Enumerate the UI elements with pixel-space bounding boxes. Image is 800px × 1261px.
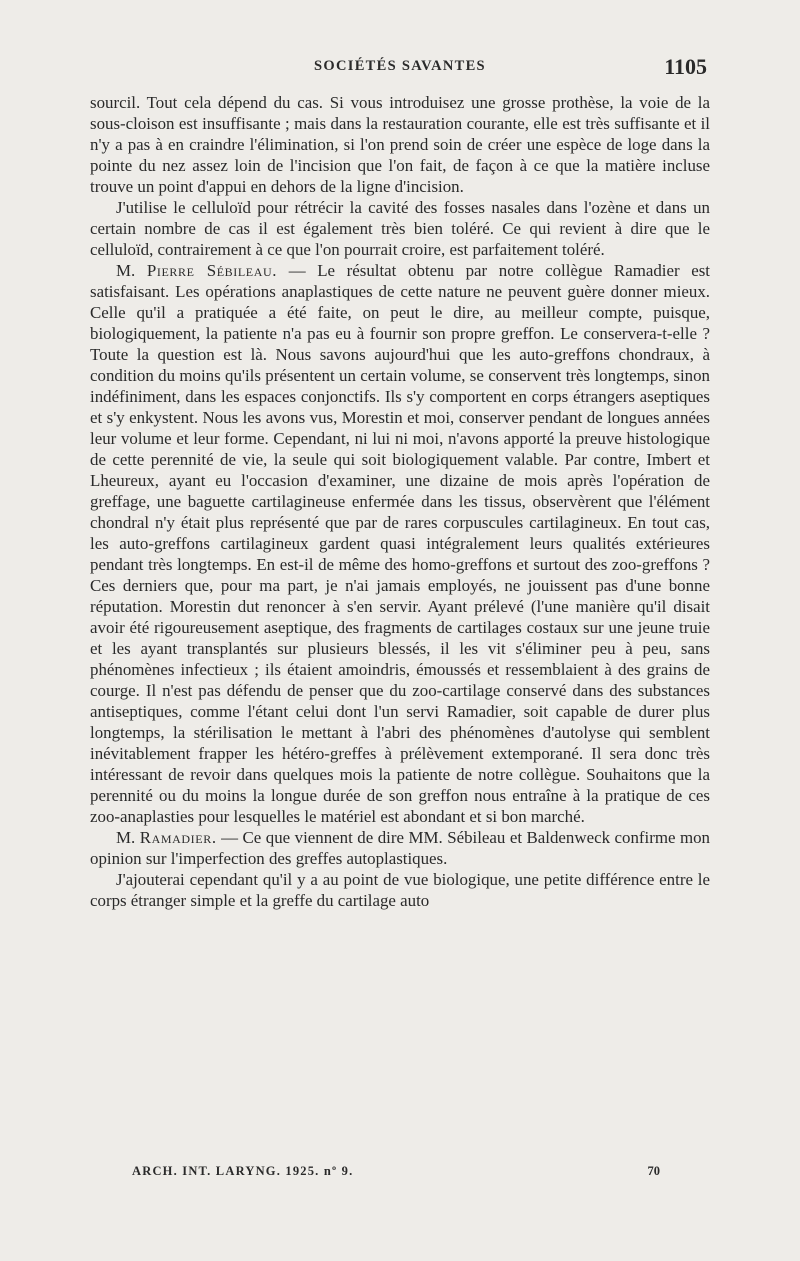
running-head (0, 54, 800, 84)
body-text (90, 92, 710, 911)
page-footer (0, 1160, 800, 1184)
speaker-name: Ramadier. (139, 828, 217, 847)
signature-mark: 70 (647, 1164, 660, 1178)
paragraph-2: J'utilise le celluloïd pour rétrécir la cavité des fosses nasales dans l'ozène et dans un certain nombre de cas il est également très bien toléré. Ce qui revient à dire que le celluloïd, contrairement à ce que l'on pourrait croire, est parfaitement toléré. (90, 198, 710, 259)
speaker-prefix: M. (116, 828, 136, 847)
paragraph-4-text: — Ce que viennent de dire MM. Sébileau et Baldenweck confirme mon opinion sur l'imperfection des greffes autoplastiques. (90, 828, 710, 868)
speaker-name: Pierre Sébileau. (146, 261, 278, 280)
paragraph-5: J'ajouterai cependant qu'il y a au point de vue biologique, une petite différence entre le corps étranger simple et la greffe du cartilage auto (90, 870, 710, 910)
journal-reference: ARCH. INT. LARYNG. 1925. nº 9. (132, 1164, 354, 1178)
paragraph-1: sourcil. Tout cela dépend du cas. Si vous introduisez une grosse prothèse, la voie de la sous-cloison est insuffisante ; mais dans la restauration courante, elle est très suffisante et il n'y a pas à en craindre l'élimination, si l'on prend soin de créer une espèce de loge dans la pointe du nez assez loin de l'incision que l'on fait, de façon à ce que la matière incluse trouve un point d'appui en dehors de la ligne d'incision. (90, 93, 710, 196)
speaker-prefix: M. (116, 261, 136, 280)
page-number: 1105 (664, 54, 707, 79)
paragraph-3 (90, 260, 710, 827)
paragraph-3-text: — Le résultat obtenu par notre collègue Ramadier est satisfaisant. Les opérations anaplastiques de cette nature ne peuvent guère donner mieux. Celle qu'il a pratiquée a été faite, on peut le dire, au meilleur compte, puisque, biologiquement, la patiente n'a pas eu à fournir son propre greffon. Le conservera-t-elle ? Toute la question est là. Nous savons aujourd'hui que les auto-greffons chondraux, à condition du moins qu'ils présentent un certain volume, se conservent très longtemps, sinon indéfiniment, dans les espaces conjonctifs. Ils s'y comportent en corps étrangers aseptiques et s'y enkystent. Nous les avons vus, Morestin et moi, conserver pendant de longues années leur volume et leur forme. Cependant, ni lui ni moi, n'avons apporté la preuve histologique de cette perennité de vie, la seule qui soit biologiquement valable. Par contre, Imbert et Lheureux, ayant eu l'occasion d'examiner, une dizaine de mois après l'opération de greffage, une baguette cartilagineuse enfermée dans les tissus, observèrent que l'élément chondral n'y était plus représenté que par de rares corpuscules cartilagineux. En tout cas, les auto-greffons cartilagineux gardent quasi intégralement leurs qualités extérieures pendant très longtemps. En est-il de même des homo-greffons et surtout des zoo-greffons ? Ces derniers que, pour ma part, je n'ai jamais employés, ne jouissent pas d'une bonne réputation. Morestin dut renoncer à s'en servir. Ayant prélevé (l'une manière qu'il disait avoir été rigoureusement aseptique, des fragments de cartilages costaux sur une jeune truie et les ayant transplantés sur plusieurs blessés, il les vit s'éliminer peu à peu, sans phénomènes infectieux ; ils étaient amoindris, émoussés et ressemblaient à des grains de courge. Il n'est pas défendu de penser que du zoo-cartilage conservé dans des substances antiseptiques, comme l'étant celui dont l'un servi Ramadier, soit capable de durer plus longtemps, la stérilisation le mettant à l'abri des phénomènes d'autolyse qui semblent inévitablement frapper les hétéro-greffes à prélèvement extemporané. Il sera donc très intéressant de revoir dans quelques mois la patiente de notre collègue. Souhaitons que la perennité ou du moins la longue durée de son greffon nous entraîne à la pratique de ces zoo-anaplasties pour lesquelles le matériel est abondant et si bon marché. (90, 261, 710, 826)
running-head-title: SOCIÉTÉS SAVANTES (314, 58, 486, 74)
paragraph-4 (90, 827, 710, 869)
